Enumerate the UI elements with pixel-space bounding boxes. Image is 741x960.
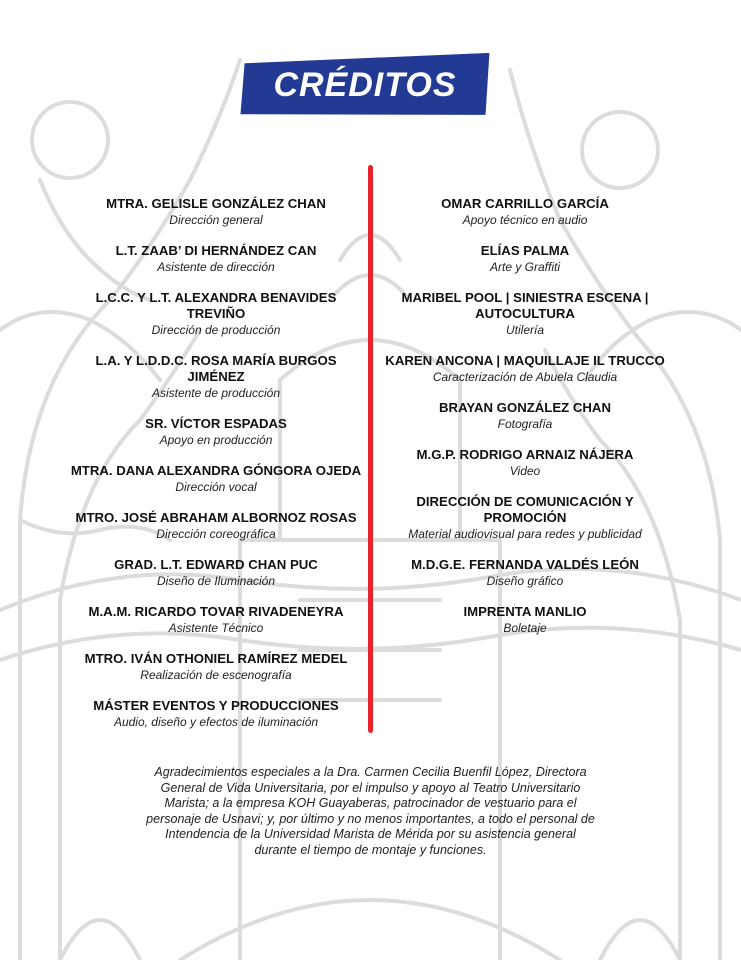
credit-name: GRAD. L.T. EDWARD CHAN PUC — [114, 557, 318, 572]
credit-name: BRAYAN GONZÁLEZ CHAN — [439, 400, 611, 415]
credit-entry — [66, 698, 366, 730]
credit-role: Asistente de dirección — [157, 260, 275, 274]
credit-entry — [375, 400, 675, 432]
credit-entry — [66, 416, 366, 448]
credit-name: MTRA. GELISLE GONZÁLEZ CHAN — [106, 196, 326, 211]
credit-entry — [375, 447, 675, 479]
credit-name: IMPRENTA MANLIO — [463, 604, 587, 619]
credit-entry — [375, 290, 675, 338]
credit-entry — [66, 463, 366, 495]
credit-name: M.A.M. RICARDO TOVAR RIVADENEYRA — [88, 604, 344, 619]
credit-name: KAREN ANCONA | MAQUILLAJE IL TRUCCO — [385, 353, 665, 368]
credit-name: MTRO. IVÁN OTHONIEL RAMÍREZ MEDEL — [84, 651, 348, 666]
credit-entry — [66, 510, 366, 542]
credit-entry — [66, 243, 366, 275]
credit-name: OMAR CARRILLO GARCÍA — [441, 196, 609, 211]
credit-entry — [375, 557, 675, 589]
credit-role: Dirección coreográfica — [156, 527, 276, 541]
credit-role: Asistente Técnico — [168, 621, 264, 635]
credit-role: Audio, diseño y efectos de iluminación — [113, 715, 319, 729]
credit-entry — [375, 243, 675, 275]
acknowledgement-line: Agradecimientos especiales a la Dra. Carmen Cecilia Buenfil López, Directora — [154, 765, 587, 779]
credit-name: MÁSTER EVENTOS Y PRODUCCIONES — [93, 698, 339, 713]
credit-entry — [375, 494, 675, 542]
credit-role: Arte y Graffiti — [489, 260, 560, 274]
page-title: CRÉDITOS — [273, 66, 457, 104]
credit-role: Dirección general — [169, 213, 263, 227]
credit-role: Apoyo en producción — [159, 433, 273, 447]
credit-entry — [375, 604, 675, 636]
acknowledgement-line: durante el tiempo de montaje y funciones. — [254, 842, 487, 857]
credit-role: Boletaje — [503, 621, 547, 635]
credits-right-column — [375, 196, 675, 651]
credit-name: L.A. Y L.D.D.C. ROSA MARÍA BURGOS JIMÉNEZ — [95, 353, 337, 384]
acknowledgement-line: General de Vida Universitaria, por el impulso y apoyo al Teatro Universitario — [160, 780, 581, 795]
credit-role: Video — [509, 464, 541, 478]
credit-name: SR. VÍCTOR ESPADAS — [145, 416, 287, 431]
credit-entry — [375, 353, 675, 385]
credit-role: Dirección de producción — [151, 323, 281, 337]
credit-name: DIRECCIÓN DE COMUNICACIÓN Y PROMOCIÓN — [416, 494, 634, 525]
credit-entry — [66, 604, 366, 636]
credit-role: Caracterización de Abuela Claudia — [432, 370, 618, 384]
credit-role: Fotografía — [497, 417, 553, 431]
credit-role: Utilería — [505, 323, 544, 337]
credit-role: Diseño gráfico — [486, 574, 564, 588]
acknowledgement-line: Marista; a la empresa KOH Guayaberas, patrocinador de vestuario para el — [164, 796, 577, 810]
credit-role: Apoyo técnico en audio — [462, 213, 588, 227]
credit-entry — [66, 196, 366, 228]
credit-name: L.T. ZAAB’ DI HERNÁNDEZ CAN — [115, 243, 317, 258]
credit-name: ELÍAS PALMA — [480, 243, 570, 258]
credit-role: Realización de escenografía — [140, 668, 292, 682]
acknowledgement-line: Intendencia de la Universidad Marista de Mérida por su asistencia general — [165, 827, 576, 841]
credit-name: L.C.C. Y L.T. ALEXANDRA BENAVIDES TREVIÑO — [95, 290, 337, 321]
credit-role: Material audiovisual para redes y publicidad — [408, 527, 642, 541]
credit-entry — [66, 290, 366, 338]
credit-name: MARIBEL POOL | SINIESTRA ESCENA | AUTOCULTURA — [401, 290, 649, 321]
credit-name: MTRO. JOSÉ ABRAHAM ALBORNOZ ROSAS — [75, 510, 357, 525]
acknowledgements — [100, 765, 641, 858]
credit-entry — [66, 557, 366, 589]
credit-name: MTRA. DANA ALEXANDRA GÓNGORA OJEDA — [70, 463, 362, 478]
credit-entry — [66, 353, 366, 401]
column-divider — [368, 165, 373, 733]
credits-left-column — [66, 196, 366, 745]
credit-entry — [375, 196, 675, 228]
credit-role: Diseño de Iluminación — [156, 574, 276, 588]
acknowledgement-line: personaje de Usnavi; y, por último y no menos importantes, a todo el personal de — [146, 811, 595, 826]
credit-entry — [66, 651, 366, 683]
credit-name: M.D.G.E. FERNANDA VALDÉS LEÓN — [411, 557, 639, 572]
credit-role: Dirección vocal — [175, 480, 257, 494]
credit-role: Asistente de producción — [151, 386, 281, 400]
credit-name: M.G.P. RODRIGO ARNAIZ NÁJERA — [416, 447, 634, 462]
